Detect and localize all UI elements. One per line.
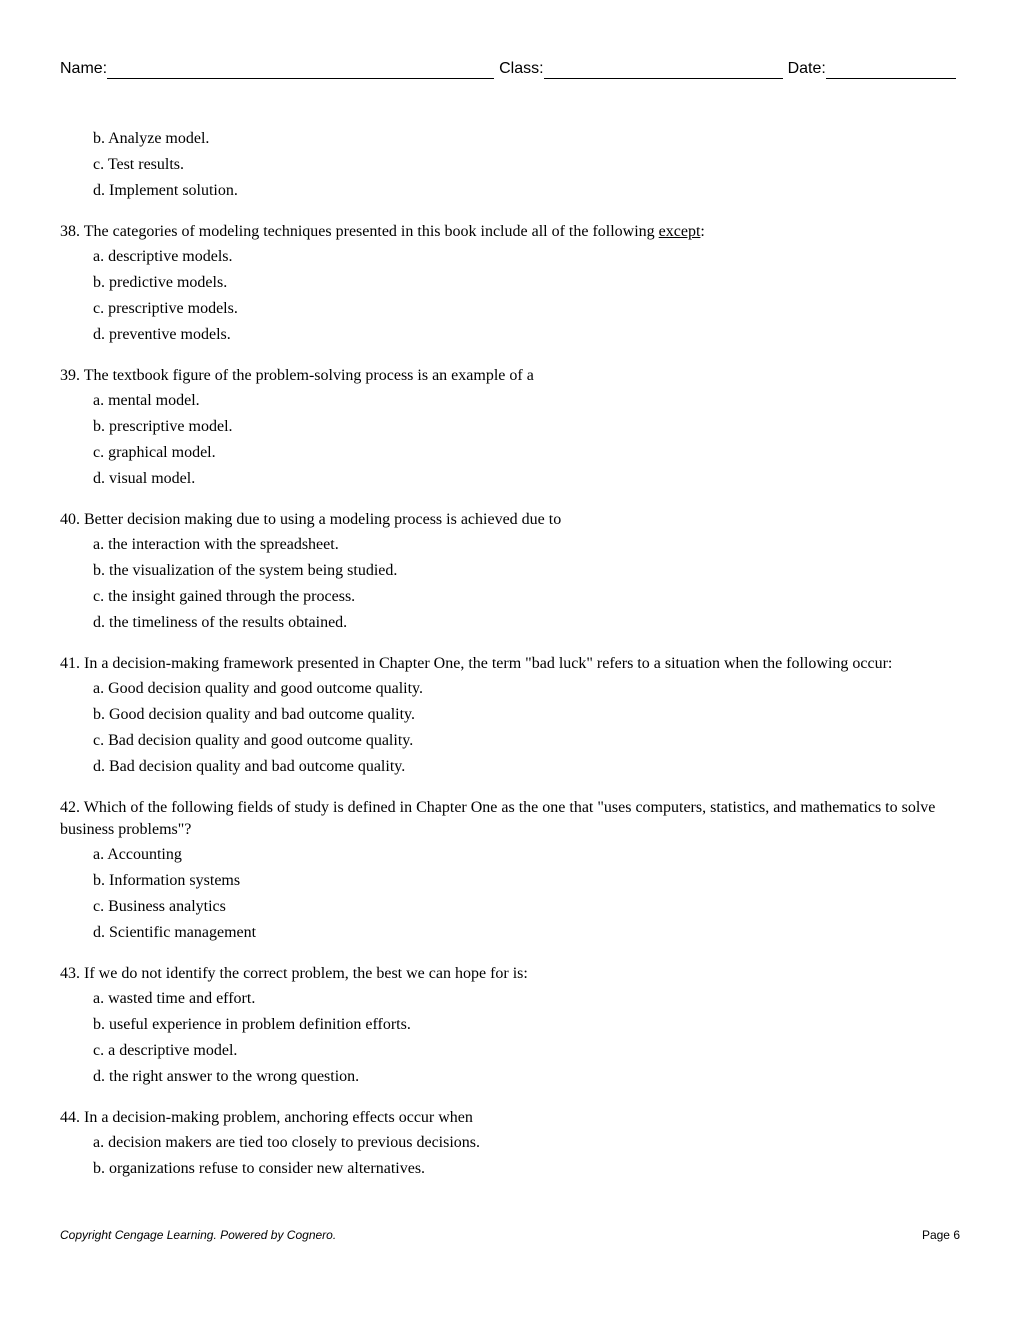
- answer-choice: c. Test results.: [93, 156, 185, 173]
- answer-choice: c. prescriptive models.: [93, 300, 238, 317]
- answer-choice: d. Bad decision quality and bad outcome quality.: [93, 758, 406, 775]
- answer-choice: c. graphical model.: [93, 444, 216, 461]
- copyright-text: Copyright Cengage Learning. Powered by Cognero.: [60, 1228, 337, 1242]
- answer-choice: b. organizations refuse to consider new alternatives.: [93, 1160, 426, 1177]
- question-42: [60, 797, 960, 946]
- answer-choice: d. Scientific management: [93, 924, 257, 941]
- date-line[interactable]: [826, 58, 956, 79]
- page-number: Page 6: [921, 1228, 960, 1242]
- answer-choice: c. the insight gained through the process.: [93, 588, 356, 605]
- answer-choice: b. prescriptive model.: [93, 418, 233, 435]
- name-label: Name:: [60, 60, 108, 77]
- name-line[interactable]: [107, 58, 494, 79]
- class-label: Class:: [499, 60, 544, 77]
- continued-question-37: [60, 126, 960, 204]
- stem-emphasis: except: [658, 223, 701, 240]
- answer-choice: d. the right answer to the wrong question.: [93, 1068, 360, 1085]
- question-stem: 42. Which of the following fields of study is defined in Chapter One as the one that "uses computers, statistics, and mathematics to solve business problems"?: [60, 799, 936, 838]
- answer-choice: a. decision makers are tied too closely to previous decisions.: [93, 1134, 481, 1151]
- question-list: [60, 126, 960, 1182]
- answer-choice: a. descriptive models.: [93, 248, 233, 265]
- question-stem: 40. Better decision making due to using a modeling process is achieved due to: [60, 511, 562, 528]
- answer-choice: a. mental model.: [93, 392, 200, 409]
- answer-choice: b. Information systems: [93, 872, 241, 889]
- question-stem: 39. The textbook figure of the problem-solving process is an example of a: [60, 367, 534, 384]
- answer-choice: c. Bad decision quality and good outcome quality.: [93, 732, 414, 749]
- question-stem: [60, 221, 960, 243]
- page-footer: [60, 1228, 960, 1242]
- answer-choice: b. the visualization of the system being studied.: [93, 562, 398, 579]
- answer-choice: c. Business analytics: [93, 898, 226, 915]
- answer-choice: d. visual model.: [93, 470, 196, 487]
- answer-choice: b. Analyze model.: [93, 130, 210, 147]
- date-label: Date:: [787, 60, 826, 77]
- stem-punct: :: [700, 223, 705, 240]
- answer-choice: b. predictive models.: [93, 274, 228, 291]
- stem-text: 38. The categories of modeling techniques presented in this book include all of the following: [60, 223, 659, 240]
- question-stem: 43. If we do not identify the correct problem, the best we can hope for is:: [60, 965, 528, 982]
- answer-choice: d. preventive models.: [93, 326, 231, 343]
- answer-choice: a. wasted time and effort.: [93, 990, 256, 1007]
- answer-choice: b. Good decision quality and bad outcome quality.: [93, 706, 416, 723]
- question-40: [60, 509, 960, 636]
- question-44: [60, 1107, 960, 1182]
- answer-choice: a. Accounting: [93, 846, 182, 863]
- answer-choice: a. the interaction with the spreadsheet.: [93, 536, 339, 553]
- class-line[interactable]: [544, 58, 783, 79]
- question-stem: 41. In a decision-making framework presented in Chapter One, the term "bad luck" refers to a situation when the following occur:: [60, 655, 893, 672]
- question-41: [60, 653, 960, 780]
- answer-choice: a. Good decision quality and good outcome quality.: [93, 680, 424, 697]
- question-38: [60, 221, 960, 348]
- student-info-header: [60, 58, 960, 79]
- answer-choice: d. Implement solution.: [93, 182, 238, 199]
- answer-choice: b. useful experience in problem definition efforts.: [93, 1016, 411, 1033]
- question-39: [60, 365, 960, 492]
- question-stem: 44. In a decision-making problem, anchoring effects occur when: [60, 1109, 473, 1126]
- question-43: [60, 963, 960, 1090]
- answer-choice: d. the timeliness of the results obtained.: [93, 614, 348, 631]
- answer-choice: c. a descriptive model.: [93, 1042, 238, 1059]
